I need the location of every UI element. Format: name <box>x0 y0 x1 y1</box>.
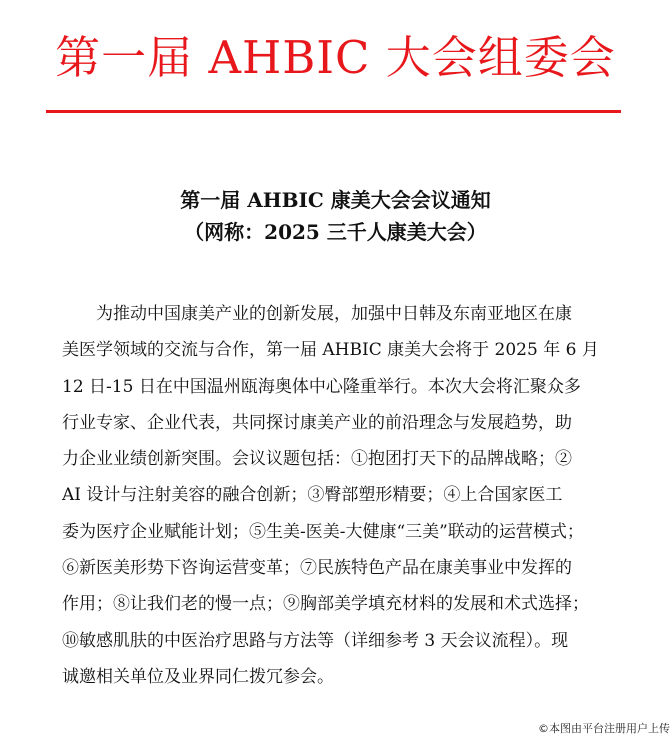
platform-watermark: ©本图由平台注册用户上传 <box>538 722 670 735</box>
notice-subtitle: （网称：2025 三千人康美大会） <box>184 220 487 244</box>
body-line: 美医学领域的交流与合作，第一届 AHBIC 康美大会将于 2025 年 6 月 <box>62 340 599 361</box>
body-line: 委为医疗企业赋能计划；⑤生美-医美-大健康“三美”联动的运营模式； <box>62 521 584 542</box>
notice-title: 第一届 AHBIC 康美大会会议通知 <box>180 188 491 212</box>
body-line: 行业专家、企业代表，共同探讨康美产业的前沿理念与发展趋势，助 <box>62 412 572 433</box>
notice-body <box>62 296 610 695</box>
body-line: 12 日-15 日在中国温州瓯海奥体中心隆重举行。本次大会将汇聚众多 <box>62 376 581 397</box>
body-line: 诚邀相关单位及业界同仁拨冗参会。 <box>62 666 334 687</box>
body-line: ⑩敏感肌肤的中医治疗思路与方法等（详细参考 3 天会议流程）。现 <box>62 630 569 651</box>
body-line: 作用；⑧让我们老的慢一点；⑨胸部美学填充材料的发展和术式选择； <box>62 594 589 615</box>
body-line: 力企业业绩创新突围。会议议题包括：①抱团打天下的品牌战略；② <box>62 449 572 470</box>
body-line: 为推动中国康美产业的创新发展，加强中日韩及东南亚地区在康 <box>96 304 572 324</box>
organizer-title: 第一届 AHBIC 大会组委会 <box>55 31 616 84</box>
body-line: ⑥新医美形势下咨询运营变革；⑦民族特色产品在康美事业中发挥的 <box>62 558 572 579</box>
red-divider-line <box>46 110 621 113</box>
body-line: AI 设计与注射美容的融合创新；③臀部塑形精要；④上合国家医工 <box>62 485 563 506</box>
